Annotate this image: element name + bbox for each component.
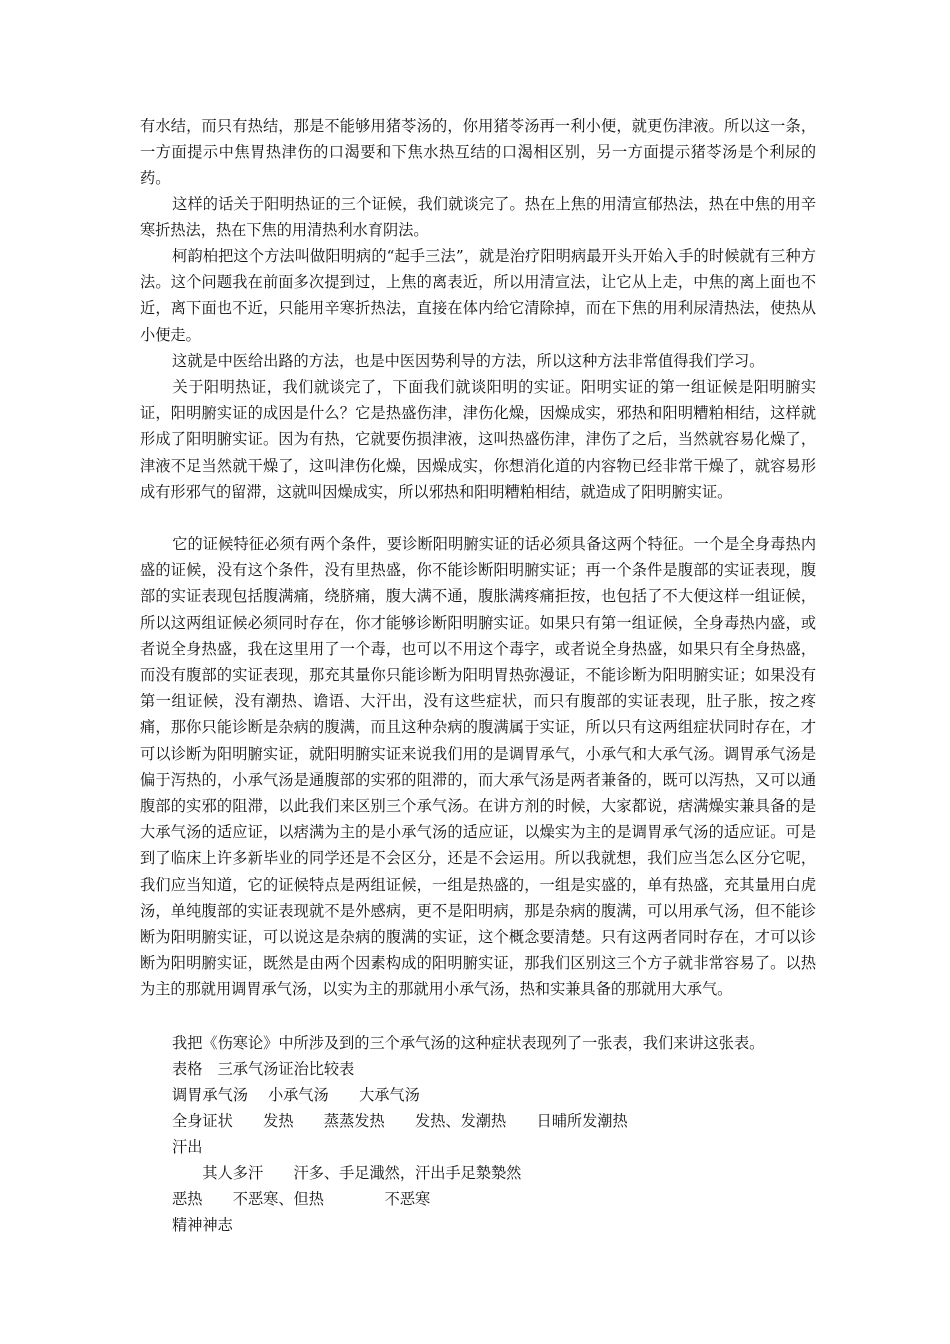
paragraph-2	[140, 191, 816, 243]
paragraph-3	[140, 243, 816, 348]
paragraph-1-text: 有水结，而只有热结，那是不能够用猪苓汤的，你用猪苓汤再一利小便，就更伤津液。所以这一条，一方面提示中焦胃热津伤的口渴要和下焦水热互结的口渴相区别，另一方面提示猪苓汤是个利尿的药。	[140, 117, 816, 188]
paragraph-6-text: 它的证候特征必须有两个条件，要诊断阳明腑实证的话必须具备这两个特征。一个是全身毒热内盛的证候，没有这个条件，没有里热盛，你不能诊断阳明腑实证；再一个条件是腹部的实证表现，腹部的实证表现包括腹满痛，绕脐痛，腹大满不通，腹胀满疼痛拒按，也包括了不大便这样一组证候，所以这两组证候必须同时存在，你才能够诊断阳明腑实证。如果只有第一组证候，全身毒热内盛，或者说全身热盛，我在这里用了一个毒，也可以不用这个毒字，或者说全身热盛，如果只有全身热盛，而没有腹部的实证表现，那充其量你只能诊断为阳明胃热弥漫证，不能诊断为阳明腑实证；如果没有第一组证候，没有潮热、谵语、大汗出，没有这些症状，而只有腹部的实证表现，肚子胀，按之疼痛，那你只能诊断是杂病的腹满，而且这种杂病的腹满属于实证，所以只有这两组症状同时存在，才可以诊断为阳明腑实证，就阳明腑实证来说我们用的是调胃承气，小承气和大承气汤。调胃承气汤是偏于泻热的，小承气汤是通腹部的实邪的阻滞的，而大承气汤是两者兼备的，既可以泻热，又可以通腹部的实邪的阻滞，以此我们来区别三个承气汤。在讲方剂的时候，大家都说，痞满燥实兼具备的是大承气汤的适应证，以痞满为主的是小承气汤的适应证，以燥实为主的是调胃承气汤的适应证。可是到了临床上许多新毕业的同学还是不会区分，还是不会运用。所以我就想，我们应当怎么区分它呢，我们应当知道，它的证候特点是两组证候，一组是热盛的，一组是实盛的，单有热盛，充其量用白虎汤，单纯腹部的实证表现就不是外感病，更不是阳明病，那是杂病的腹满，可以用承气汤，但不能诊断为阳明腑实证，可以说这是杂病的腹满的实证，这个概念要清楚。只有这两者同时存在，才可以诊断为阳明腑实证，既然是由两个因素构成的阳明腑实证，那我们区别这三个方子就非常容易了。以热为主的那就用调胃承气汤，以实为主的那就用小承气汤，热和实兼具备的那就用大承气。	[140, 535, 816, 999]
table-row-mental-state: 精神神志	[172, 1216, 233, 1234]
table-row-symptoms: 全身证状 发热 蒸蒸发热 发热、发潮热 日晡所发潮热	[172, 1112, 628, 1130]
paragraph-4-text: 这就是中医给出路的方法，也是中医因势利导的方法，所以这种方法非常值得我们学习。	[172, 352, 765, 370]
paragraph-7	[140, 1030, 816, 1056]
paragraph-7-text: 我把《伤寒论》中所涉及到的三个承气汤的这种症状表现列了一张表，我们来讲这张表。	[172, 1034, 765, 1052]
paragraph-5-text: 关于阳明热证，我们就谈完了，下面我们就谈阳明的实证。阳明实证的第一组证候是阳明腑实证，阳明腑实证的成因是什么？它是热盛伤津，津伤化燥，因燥成实，邪热和阳明糟粕相结，这样就形成了阳明腑实证。因为有热，它就要伤损津液，这叫热盛伤津，津伤了之后，当然就容易化燥了，津液不足当然就干燥了，这叫津伤化燥，因燥成实，你想消化道的内容物已经非常干燥了，就容易形成有形邪气的留滞，这就叫因燥成实，所以邪热和阳明糟粕相结，就造成了阳明腑实证。	[140, 378, 816, 501]
paragraph-3-text: 柯韵柏把这个方法叫做阳明病的“起手三法”，就是治疗阳明病最开头开始入手的时候就有三种方法。这个问题我在前面多次提到过，上焦的离表近，所以用清宣法，让它从上走，中焦的离上面也不近，离下面也不近，只能用辛寒折热法，直接在体内给它清除掉，而在下焦的用利尿清热法，使热从小便走。	[140, 247, 816, 344]
table-header-row: 调胃承气汤 小承气汤 大承气汤	[172, 1086, 420, 1104]
table-caption: 表格 三承气汤证治比较表	[172, 1060, 355, 1078]
paragraph-2-text: 这样的话关于阳明热证的三个证候，我们就谈完了。热在上焦的用清宣郁热法，热在中焦的用辛寒折热法，热在下焦的用清热利水育阴法。	[140, 195, 816, 240]
table-row-sweating: 其人多汗 汗多、手足濈然，汗出手足漐漐然	[172, 1164, 522, 1182]
table-row-aversion-heat: 恶热 不恶寒、但热 不恶寒	[172, 1190, 431, 1208]
paragraph-6	[140, 531, 816, 1003]
paragraph-1	[140, 113, 816, 192]
table-row-sweating-label: 汗出	[172, 1138, 203, 1156]
paragraph-4	[140, 348, 816, 374]
paragraph-5	[140, 374, 816, 505]
